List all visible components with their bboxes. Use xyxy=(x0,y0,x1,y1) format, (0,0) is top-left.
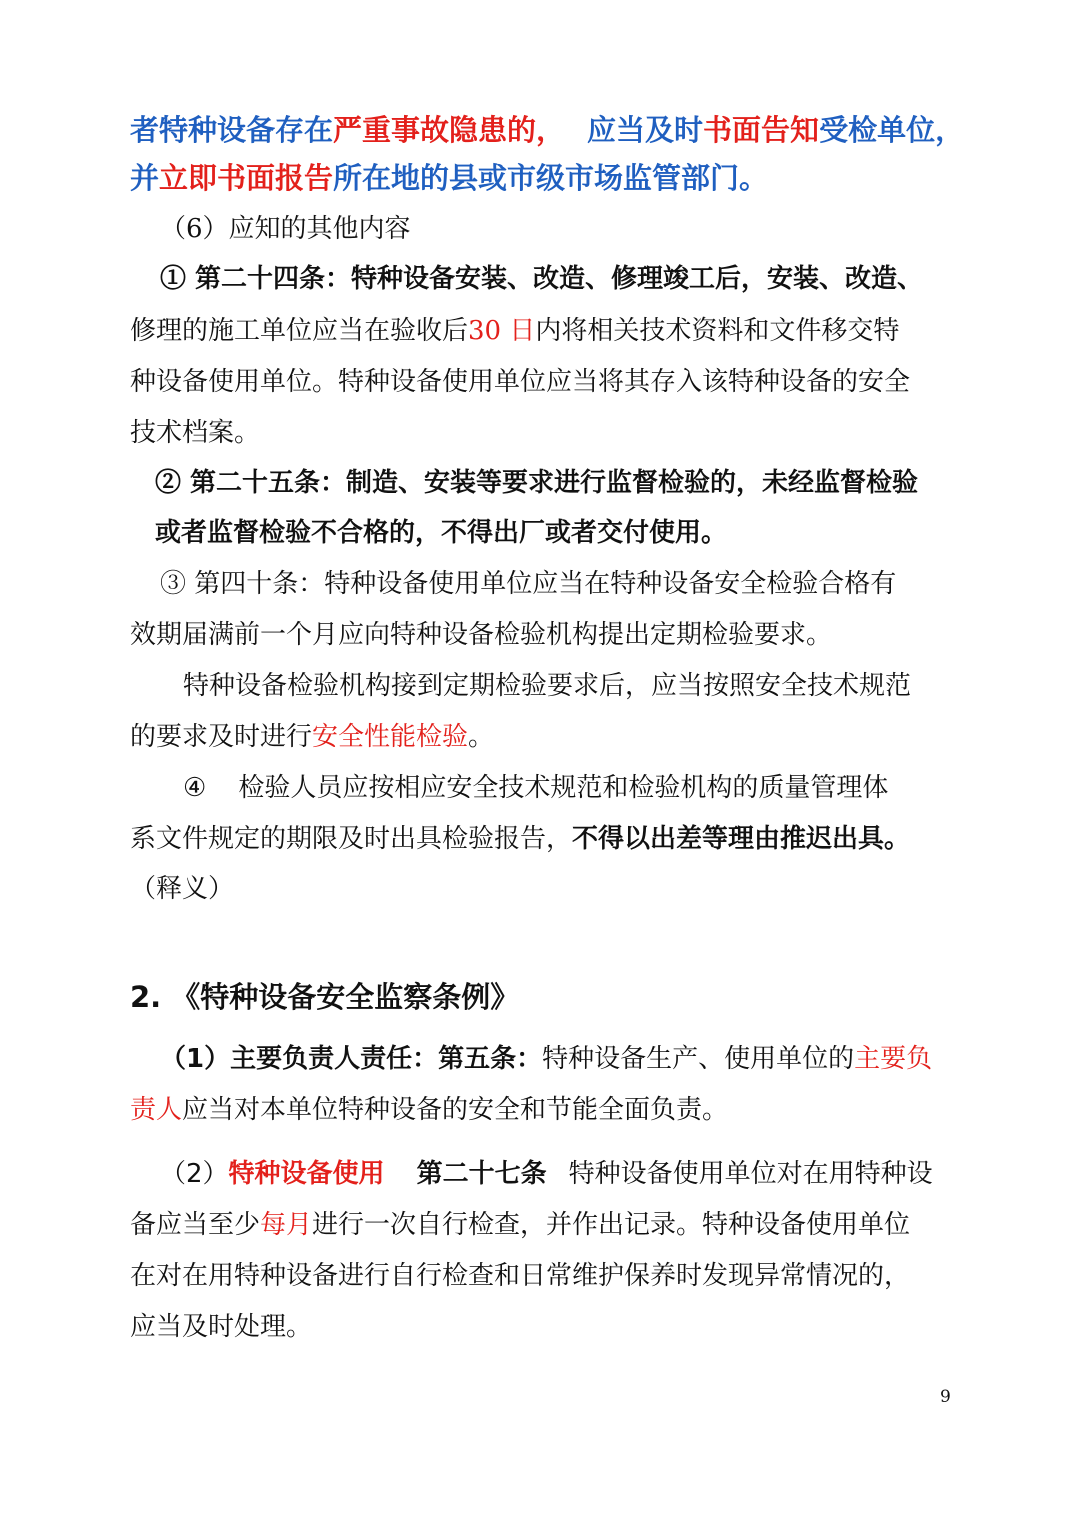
para-line-2: 并立即书面报告所在地的县或市级市场监管部门。 xyxy=(130,161,769,195)
item3-line-2: 效期届满前一个月应向特种设备检验机构提出定期检验要求。 xyxy=(130,620,833,650)
sub2-line-4: 应当及时处理。 xyxy=(130,1312,313,1342)
item3-line-3: 特种设备检验机构接到定期检验要求后，应当按照安全技术规范 xyxy=(183,671,912,701)
item2-line-1: ② 第二十五条：制造、安装等要求进行监督检验的，未经监督检验 xyxy=(155,468,919,498)
section-2-title: 2. 《特种设备安全监察条例》 xyxy=(130,980,520,1014)
item3-line-4: 的要求及时进行安全性能检验。 xyxy=(130,722,495,752)
sub1-line-2: 责人应当对本单位特种设备的安全和节能全面负责。 xyxy=(130,1095,729,1125)
item3-line-1: ③ 第四十条：特种设备使用单位应当在特种设备安全检验合格有 xyxy=(160,569,897,599)
sub1-line-1: （1）主要负责人责任：第五条：特种设备生产、使用单位的主要负 xyxy=(160,1044,933,1074)
page-number: 9 xyxy=(940,1387,951,1407)
item1-line-4: 技术档案。 xyxy=(130,418,261,448)
item1-line-2: 修理的施工单位应当在验收后30 日内将相关技术资料和文件移交特 xyxy=(130,316,900,346)
item1-line-1: ① 第二十四条：特种设备安装、改造、修理竣工后，安装、改造、 xyxy=(160,264,924,294)
para-line-1: 者特种设备存在严重事故隐患的， 应当及时书面告知受检单位， xyxy=(130,113,965,147)
item4-number: ④ xyxy=(183,773,207,803)
sub2-line-2: 备应当至少每月进行一次自行检查，并作出记录。特种设备使用单位 xyxy=(130,1210,911,1240)
subsection-heading-6: （6）应知的其他内容 xyxy=(160,214,411,244)
item2-line-2: 或者监督检验不合格的，不得出厂或者交付使用。 xyxy=(155,518,728,548)
sub2-line-1: （2）特种设备使用 第二十七条 特种设备使用单位对在用特种设 xyxy=(160,1159,933,1189)
item4-line-1: ④ 检验人员应按相应安全技术规范和检验机构的质量管理体 xyxy=(183,773,889,803)
item4-line-3: （释义） xyxy=(130,874,235,904)
item1-line-3: 种设备使用单位。特种设备使用单位应当将其存入该特种设备的安全 xyxy=(130,367,911,397)
item4-line-2: 系文件规定的期限及时出具检验报告，不得以出差等理由推迟出具。 xyxy=(130,824,911,854)
sub2-line-3: 在对在用特种设备进行自行检查和日常维护保养时发现异常情况的， xyxy=(130,1261,911,1291)
